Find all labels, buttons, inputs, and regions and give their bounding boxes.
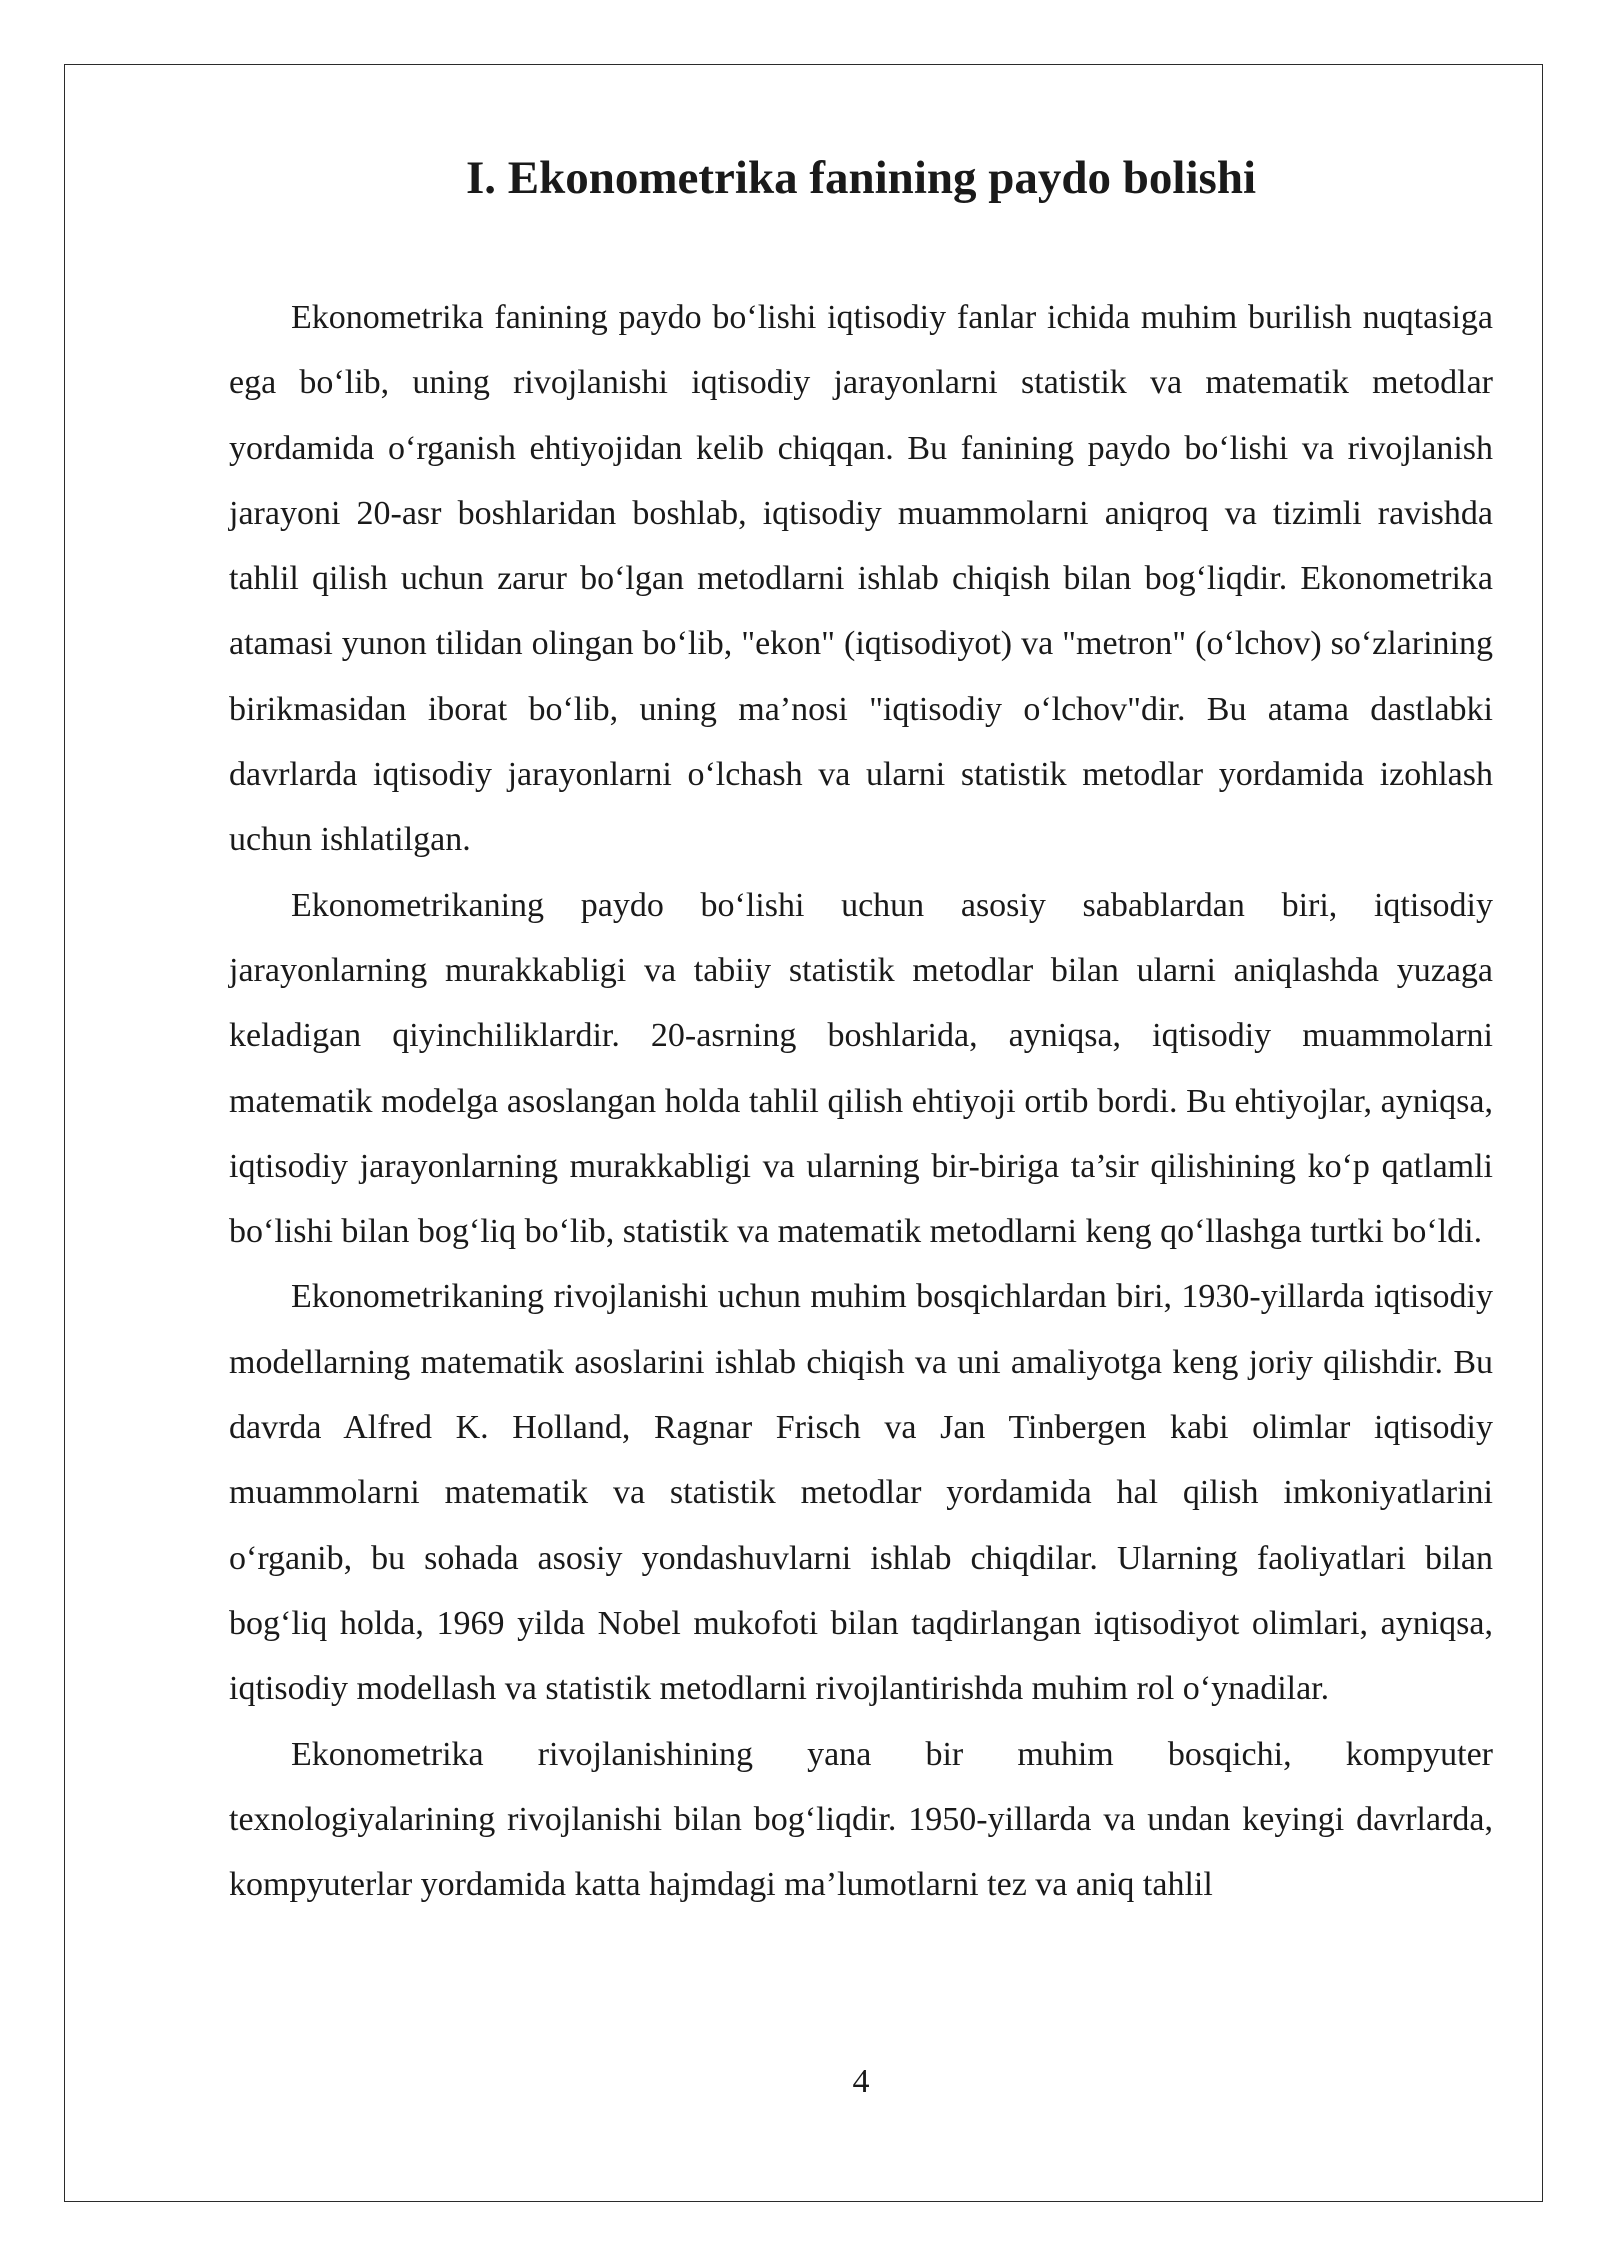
section-heading: I. Ekonometrika fanining paydo bolishi: [465, 152, 1257, 204]
body-text: [229, 285, 1493, 1917]
page-number: 4: [852, 2063, 870, 2100]
paragraph-3: Ekonometrikaning rivojlanishi uchun muhim bosqichlardan biri, 1930-yillarda iqtisodiy modellarning matematik asoslarini ishlab chiqish va uni amaliyotga keng joriy qilishdir. Bu davrda Alfred K. Holland, Ragnar Frisch va Jan Tinbergen kabi olimlar iqtisodiy muammolarni matematik va statistik metodlar yordamida hal qilish imkoniyatlarini o‘rganib, bu sohada asosiy yondashuvlarni ishlab chiqdilar. Ularning faoliyatlari bilan bog‘liq holda, 1969 yilda Nobel mukofoti bilan taqdirlangan iqtisodiyot olimlari, ayniqsa, iqtisodiy modellash va statistik metodlarni rivojlantirishda muhim rol o‘ynadilar.: [229, 1278, 1493, 1708]
paragraph-2: Ekonometrikaning paydo bo‘lishi uchun asosiy sabablardan biri, iqtisodiy jarayonlarning murakkabligi va tabiiy statistik metodlar bilan ularni aniqlashda yuzaga keladigan qiyinchiliklardir. 20-asrning boshlarida, ayniqsa, iqtisodiy muammolarni matematik modelga asoslangan holda tahlil qilish ehtiyoji ortib bordi. Bu ehtiyojlar, ayniqsa, iqtisodiy jarayonlarning murakkabligi va ularning bir-biriga ta’sir qilishining ko‘p qatlamli bo‘lishi bilan bog‘liq bo‘lib, statistik va matematik metodlarni keng qo‘llashga turtki bo‘ldi.: [229, 886, 1493, 1251]
paragraph-4: Ekonometrika rivojlanishining yana bir muhim bosqichi, kompyuter texnologiyalarining rivojlanishi bilan bog‘liqdir. 1950-yillarda va undan keyingi davrlarda, kompyuterlar yordamida katta hajmdagi ma’lumotlarni tez va aniq tahlil: [229, 1735, 1493, 1904]
paragraph-1: Ekonometrika fanining paydo bo‘lishi iqtisodiy fanlar ichida muhim burilish nuqtasiga ega bo‘lib, uning rivojlanishi iqtisodiy jarayonlarni statistik va matematik metodlar yordamida o‘rganish ehtiyojidan kelib chiqqan. Bu fanining paydo bo‘lishi va rivojlanish jarayoni 20-asr boshlaridan boshlab, iqtisodiy muammolarni aniqroq va tizimli ravishda tahlil qilish uchun zarur bo‘lgan metodlarni ishlab chiqish bilan bog‘liqdir. Ekonometrika atamasi yunon tilidan olingan bo‘lib, "ekon" (iqtisodiyot) va "metron" (o‘lchov) so‘zlarining birikmasidan iborat bo‘lib, uning ma’nosi "iqtisodiy o‘lchov"dir. Bu atama dastlabki davrlarda iqtisodiy jarayonlarni o‘lchash va ularni statistik metodlar yordamida izohlash uchun ishlatilgan.: [229, 299, 1493, 859]
